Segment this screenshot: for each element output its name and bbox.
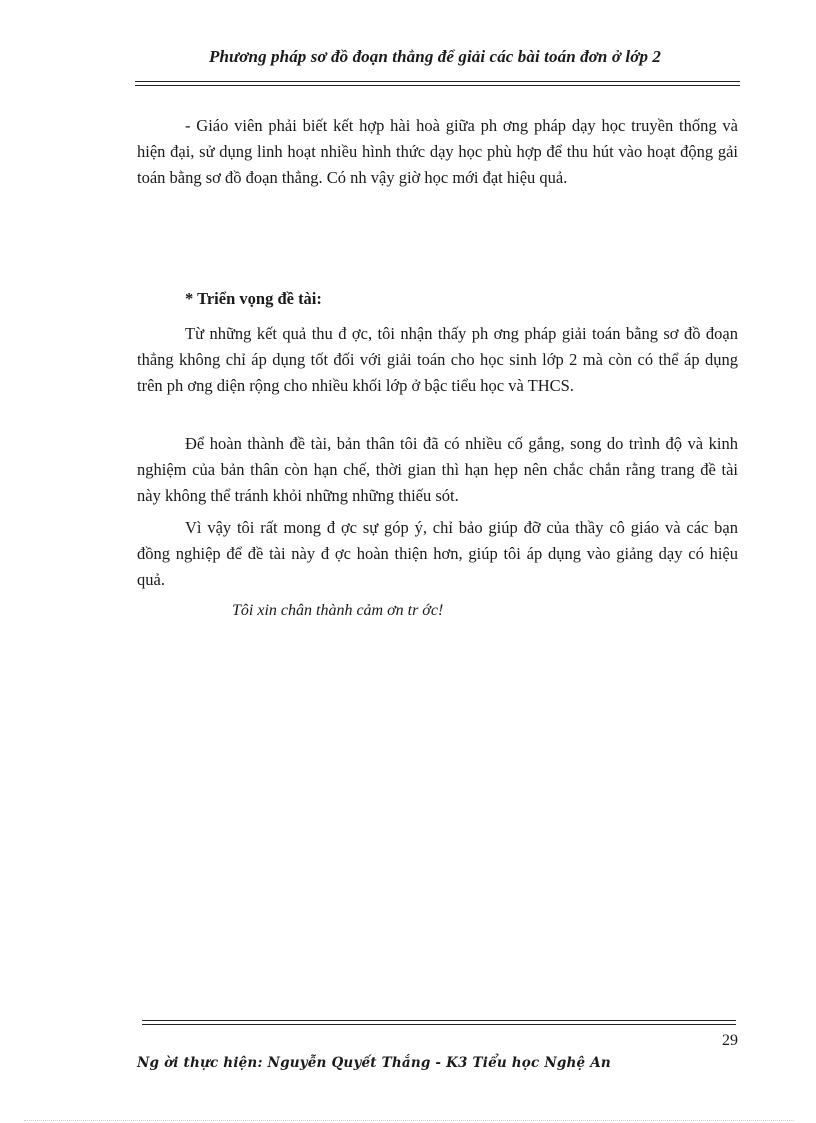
header-title: Phương pháp sơ đồ đoạn thẳng để giải các bài toán đơn ở lớp 2 — [208, 47, 661, 66]
paragraph-3 — [137, 431, 738, 509]
paragraph-2 — [137, 321, 738, 399]
paragraph-1 — [137, 113, 738, 191]
paragraph-3-text: Để hoàn thành đề tài, bản thân tôi đã có nhiều cố gắng, song do trình độ và kinh nghiệm của bản thân còn hạn chế, thời gian thì hạn hẹp nên chắc chắn rằng trang đề tài này không thể tránh khỏi những những thiếu sót. — [137, 434, 738, 505]
paragraph-1-text: - Giáo viên phải biết kết hợp hài hoà giữa ph ơng pháp dạy học truyền thống và hiện đại, sử dụng linh hoạt nhiều hình thức dạy học phù hợp để thu hút vào hoạt động gải toán bằng sơ đồ đoạn thẳng. Có nh vậy giờ học mới đạt hiệu quả. — [137, 116, 738, 187]
paragraph-4-text: Vì vậy tôi rất mong đ ợc sự góp ý, chỉ bảo giúp đỡ của thầy cô giáo và các bạn đồng nghiệp để đề tài này đ ợc hoàn thiện hơn, giúp tôi áp dụng vào giảng dạy có hiệu quả. — [137, 518, 738, 589]
footer-divider — [142, 1020, 736, 1025]
closing-line: Tôi xin chân thành cảm ơn tr ớc! — [232, 602, 444, 619]
section-heading: * Triển vọng đề tài: — [185, 289, 322, 308]
paragraph-4 — [137, 515, 738, 593]
page-bottom-border — [24, 1120, 794, 1121]
paragraph-2-text: Từ những kết quả thu đ ợc, tôi nhận thấy ph ơng pháp giải toán bằng sơ đồ đoạn thẳng không chỉ áp dụng tốt đối với giải toán cho học sinh lớp 2 mà còn có thể áp dụng trên ph ơng diện rộng cho nhiều khối lớp ở bậc tiểu học và THCS. — [137, 324, 738, 395]
header-divider — [135, 81, 740, 86]
page-number: 29 — [722, 1032, 738, 1049]
footer-author: Ng ời thực hiện: Nguyễn Quyết Thắng - K3 Tiểu học Nghệ An — [137, 1055, 611, 1071]
